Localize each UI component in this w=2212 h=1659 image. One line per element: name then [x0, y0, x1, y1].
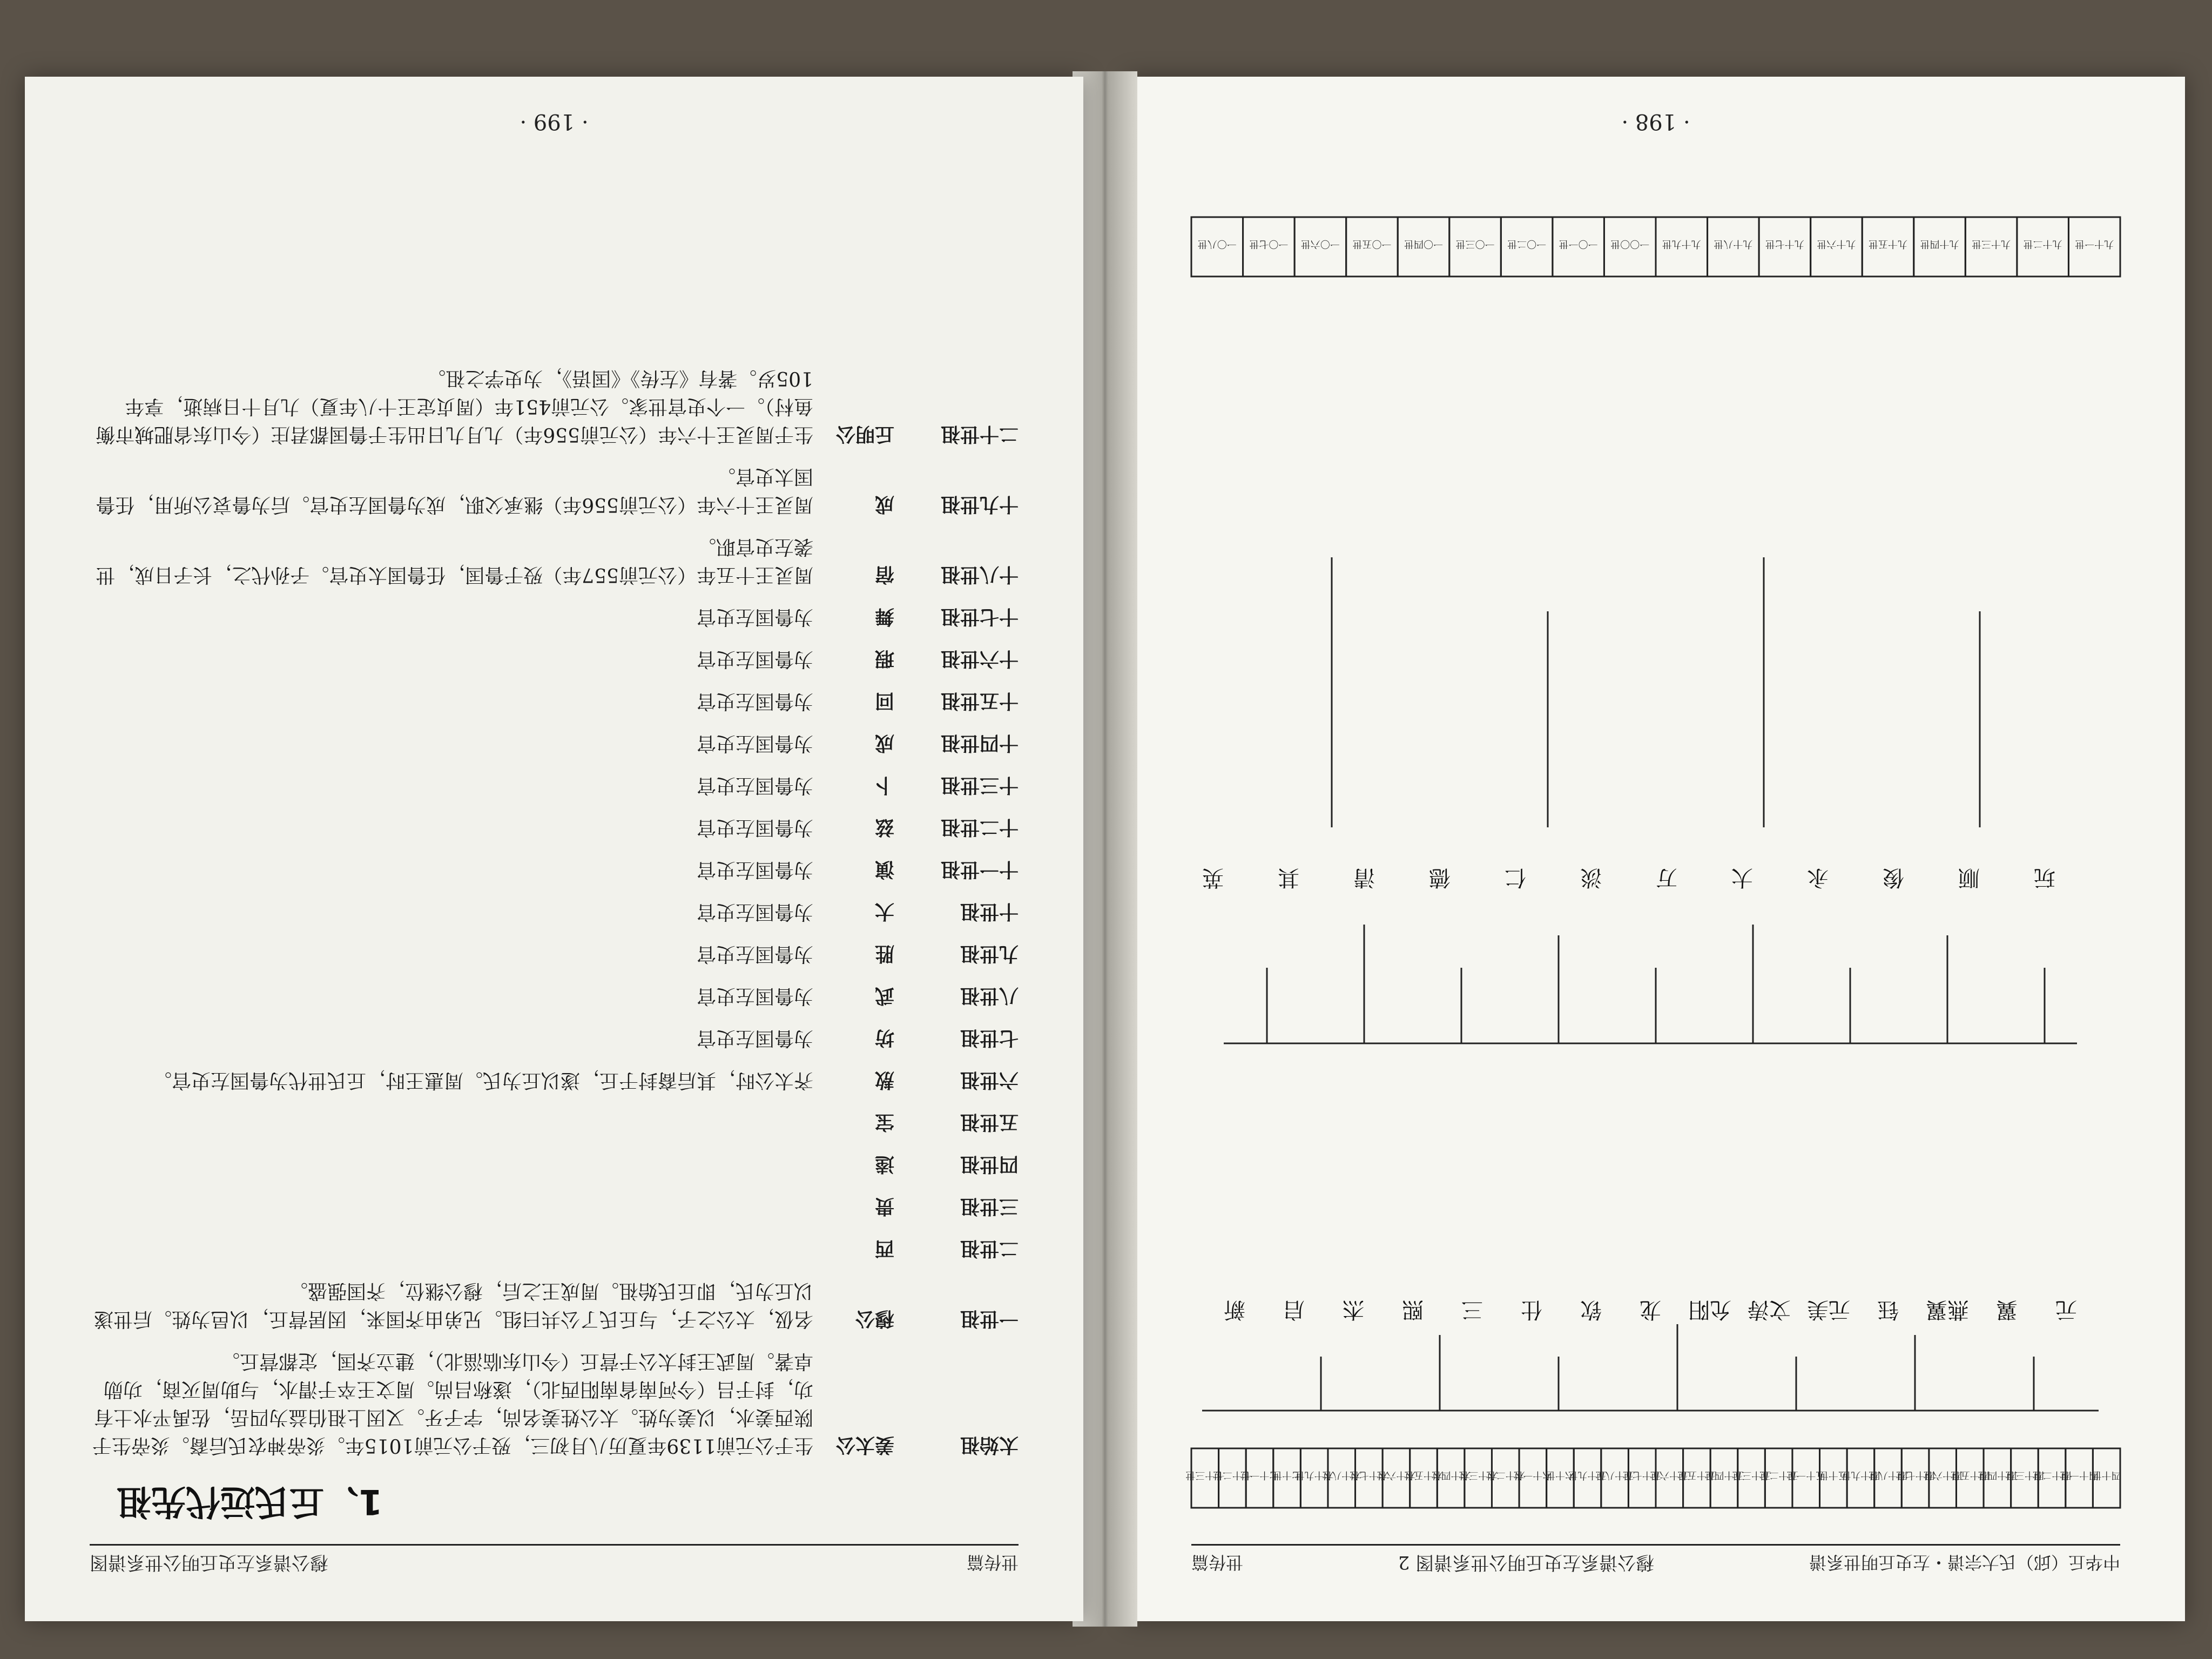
person-name: 钦: [1580, 1297, 1602, 1322]
generation-cell-label: 九十五世: [1869, 238, 1907, 249]
ancestor-entry: [90, 898, 1019, 926]
generation-cell-label: 一〇八世: [1197, 238, 1237, 249]
ancestor-entry: [90, 1192, 1019, 1220]
ancestor-entry: [90, 1347, 1019, 1459]
genealogy-chart: [1170, 179, 2142, 1529]
generation-cell-label: 九十四世: [1920, 238, 1959, 249]
ancestor-entry: [90, 982, 1019, 1010]
person-name: 启: [1283, 1297, 1305, 1322]
ancestor-description: [90, 1235, 813, 1263]
generation-cell-label: 六十七世: [1349, 1469, 1388, 1481]
ancestor-entry: [90, 1024, 1019, 1052]
generation-cell-label: 五十二世: [1759, 1469, 1798, 1481]
generation-label: 四世祖: [960, 1153, 1019, 1176]
person-name: 大: [1731, 865, 1753, 890]
running-head-199: [90, 1544, 1019, 1589]
person-name: 翼: [1996, 1297, 2018, 1322]
person-name: 清: [1353, 865, 1375, 890]
generation-cell-label: 一〇七世: [1249, 238, 1289, 249]
ancestor-name: 瑕: [874, 648, 894, 670]
ancestor-description: 周灵王十六年（公元前556年）继承父职，成为鲁国左史官。后为鲁哀公所用，任鲁国太史官。: [96, 466, 813, 516]
person-name: 其: [1278, 865, 1299, 890]
running-head-198: [1191, 1544, 2120, 1589]
page-number-199: · 199 ·: [520, 109, 589, 134]
ancestor-name: 丘明公: [835, 423, 894, 446]
generation-cell-label: 五十四世: [1704, 1469, 1744, 1481]
page-199: [25, 77, 1083, 1621]
person-name: 仕: [1521, 1297, 1542, 1322]
ancestor-name: 舞: [874, 605, 894, 628]
generation-cell-label: 一〇三世: [1455, 238, 1495, 249]
generation-label: 太始祖: [960, 1434, 1019, 1456]
ancestor-description: 生于公元前1139年夏历八月初三，殁于公元前1015年。炎帝神农氏后裔。炎帝生于陕西姜水，以姜为姓。太公姓姜名尚，字子牙。又因上祖伯益为四岳，佐禹平水土有功，封于吕（今河南省南阳西北），遂称吕尚。周文王卒于渭水，与助周灭商，功勋卓著。周武王封太公于营丘（今山东临淄北），建立齐国，定都营丘。: [92, 1350, 813, 1456]
generation-cell-label: 七十世: [1272, 1469, 1302, 1481]
page-198: [1127, 77, 2185, 1621]
person-name: 杰: [1343, 1297, 1364, 1322]
ancestor-description: 为鲁国左史官: [696, 901, 813, 923]
ancestor-name: 成: [874, 732, 894, 754]
generation-cell-label: 四十世: [2092, 1469, 2121, 1481]
ancestor-description: 为鲁国左史官: [696, 648, 813, 670]
generation-cell-label: 六十世: [1545, 1469, 1575, 1481]
ancestor-entry: [90, 855, 1019, 884]
ancestor-name: 姜太公: [835, 1434, 894, 1456]
generation-label: 五世祖: [960, 1111, 1019, 1134]
section-heading: 1、丘氏远代先祖: [117, 1481, 383, 1521]
ancestor-name: 大: [874, 900, 894, 923]
ancestor-name: 逵: [874, 1153, 894, 1176]
ancestor-description: [90, 1192, 813, 1220]
generation-cell-label: 四十三世: [2005, 1469, 2044, 1481]
generation-label: 七世祖: [960, 1027, 1019, 1049]
person-name: 英: [1202, 865, 1224, 890]
generation-label: 十五世祖: [940, 690, 1019, 712]
ancestor-name: 宝: [874, 1111, 894, 1134]
generation-label: 三世祖: [960, 1195, 1019, 1218]
running-head-title: 穆公谱系左史丘明公世系谱图: [90, 1552, 328, 1573]
generation-label: 六世祖: [960, 1069, 1019, 1091]
generation-cell-label: 六十二世: [1486, 1469, 1525, 1481]
generation-cell-label: 四十一世: [2060, 1469, 2099, 1481]
ancestor-description: 为鲁国左史官: [696, 774, 813, 797]
generation-cell-label: 六十五世: [1404, 1469, 1443, 1481]
tree-lines: [1202, 557, 2099, 1411]
generation-cell-label: 九十三世: [1972, 238, 2011, 249]
generation-label: 二十世祖: [940, 423, 1019, 446]
ancestor-name: 穆公: [855, 1307, 894, 1330]
generation-cell-label: 六十六世: [1377, 1469, 1416, 1481]
generation-cell-label: 四十二世: [2032, 1469, 2072, 1481]
person-name: 玩: [2034, 865, 2055, 890]
running-head-extra: 穆公谱系左史丘明公世系谱图 2: [1398, 1552, 1655, 1573]
generation-cell-label: 九十二世: [2023, 238, 2062, 249]
generation-cell-label: 四十五世: [1950, 1469, 1990, 1481]
ancestor-name: 坊: [874, 1027, 894, 1049]
ancestor-description: [90, 1108, 813, 1136]
generation-cell-label: 六十四世: [1431, 1469, 1471, 1481]
ancestor-description: 为鲁国左史官: [696, 859, 813, 881]
ancestor-name: 演: [874, 858, 894, 881]
generation-cell-label: 一〇六世: [1300, 238, 1340, 249]
ancestor-entry: [90, 1150, 1019, 1178]
generation-cell-label: 一〇一世: [1559, 238, 1598, 249]
ancestor-description: 周灵王十五年（公元前557年）殁于鲁国，任鲁国太史官。子孙代之，长子日成，世袭左史官职。: [96, 536, 813, 586]
ancestor-entry: [90, 603, 1019, 631]
generation-cell-label: 九十九世: [1662, 238, 1701, 249]
running-head-section: 世传篇: [1191, 1552, 1244, 1573]
ancestor-name: 敖: [874, 1069, 894, 1091]
ancestor-entry: [90, 462, 1019, 518]
generation-strip-top: [1185, 1448, 2121, 1508]
generation-cell-label: 四十四世: [1978, 1469, 2017, 1481]
ancestor-entry: [90, 1108, 1019, 1136]
ancestor-name: 成: [874, 493, 894, 516]
generation-cell-label: 六十三世: [1459, 1469, 1498, 1481]
person-name: 允阳: [1688, 1297, 1731, 1322]
ancestor-entry: [90, 532, 1019, 589]
generation-label: 八世祖: [960, 984, 1019, 1007]
ancestor-description: [90, 1150, 813, 1178]
generation-cell-label: 五十五世: [1677, 1469, 1716, 1481]
ancestor-description: 为鲁国左史官: [696, 943, 813, 965]
person-name: 淡: [1580, 865, 1602, 890]
generation-cell-label: 四十六世: [1923, 1469, 1963, 1481]
generation-cell-label: 五十七世: [1622, 1469, 1662, 1481]
generation-label: 一世祖: [960, 1307, 1019, 1330]
generation-label: 十一世祖: [940, 858, 1019, 881]
generation-cell-label: 四十八世: [1869, 1469, 1907, 1481]
person-name: 俊: [1883, 865, 1904, 890]
person-name: 万: [1656, 865, 1677, 890]
ancestor-entry: [90, 687, 1019, 715]
ancestor-entry: [90, 1235, 1019, 1263]
ancestor-name: 武: [874, 984, 894, 1007]
generation-label: 十二世祖: [940, 816, 1019, 839]
ancestor-description: 齐太公时，其后裔封于丘，遂以丘为氏。周惠王时，丘氏世代为鲁国左史官。: [152, 1069, 813, 1091]
ancestor-name: 胜: [874, 942, 894, 965]
generation-cell-label: 九十七世: [1765, 238, 1804, 249]
running-head-section: 世传篇: [966, 1552, 1019, 1573]
ancestor-name: 兹: [874, 816, 894, 839]
ancestor-description: 为鲁国左史官: [696, 690, 813, 712]
generation-cell-label: 九十八世: [1714, 238, 1753, 249]
ancestor-name: 卜: [874, 774, 894, 797]
ancestor-entry: [90, 813, 1019, 841]
generation-cell-label: 六十一世: [1513, 1469, 1553, 1481]
ancestor-entry: [90, 1277, 1019, 1333]
generation-label: 十九世祖: [940, 493, 1019, 516]
person-name: 顺: [1958, 865, 1980, 890]
person-name: 熙: [1402, 1297, 1424, 1322]
generation-label: 十八世祖: [940, 563, 1019, 586]
ancestor-description: 为鲁国左史官: [696, 985, 813, 1007]
generation-label: 九世祖: [960, 942, 1019, 965]
ancestor-name: 贵: [874, 1195, 894, 1218]
ancestor-entries: [90, 350, 1019, 1459]
ancestor-name: 西: [874, 1237, 894, 1260]
generation-cell-label: 七十一世: [1240, 1469, 1279, 1481]
generation-cell-label: 一〇二世: [1507, 238, 1547, 249]
running-head-title: 中华丘（邱）氏大宗谱・左史丘明世系谱: [1809, 1552, 2120, 1573]
generation-cell-label: 五十六世: [1650, 1469, 1689, 1481]
generation-label: 十六世祖: [940, 648, 1019, 670]
ancestor-entry: [90, 940, 1019, 968]
generation-cell-label: 五十一世: [1786, 1469, 1826, 1481]
generation-cell-label: 七十二世: [1212, 1469, 1252, 1481]
person-name: 钰: [1877, 1297, 1899, 1322]
ancestor-name: 宿: [874, 563, 894, 586]
generation-cell-label: 五十九世: [1568, 1469, 1607, 1481]
generation-label: 十四世祖: [940, 732, 1019, 754]
generation-cell-label: 一〇〇世: [1610, 238, 1650, 249]
ancestor-entry: [90, 645, 1019, 673]
generation-cell-label: 五十八世: [1595, 1469, 1635, 1481]
person-name: 文涛: [1748, 1297, 1791, 1322]
person-name: 新: [1224, 1297, 1245, 1322]
generation-cell-label: 六十八世: [1322, 1469, 1361, 1481]
person-name: 德: [1429, 865, 1451, 890]
generation-strip-bottom: [1191, 217, 2120, 276]
ancestor-description: 为鲁国左史官: [696, 732, 813, 754]
ancestor-entry: [90, 364, 1019, 448]
ancestor-name: 回: [874, 690, 894, 712]
person-name: 元美: [1807, 1297, 1850, 1322]
ancestor-description: 为鲁国左史官: [696, 817, 813, 839]
person-name: 永: [1807, 865, 1829, 890]
ancestor-entry: [90, 771, 1019, 799]
ancestor-description: 生于周灵王十六年（公元前556年）九月九日出生于鲁国都君庄（今山东省肥城市衡鱼村）。一个史官世家。公元前451年（周贞定王十八年夏）九月十日病逝，享年105岁。著有《左传》《国语》，为史学之祖。: [96, 367, 813, 446]
generation-cell-label: 九十一世: [2075, 238, 2114, 249]
person-name: 仁: [1505, 865, 1526, 890]
person-name: 三: [1461, 1297, 1483, 1322]
generation-cell-label: 九十六世: [1817, 238, 1856, 249]
generation-label: 二世祖: [960, 1237, 1019, 1260]
person-name: 龙: [1640, 1297, 1661, 1322]
generation-cell-label: 五十世: [1818, 1469, 1848, 1481]
ancestor-entry: [90, 1066, 1019, 1094]
generation-cell-label: 一〇四世: [1404, 238, 1443, 249]
ancestor-description: 为鲁国左史官: [696, 606, 813, 628]
ancestor-description: 名伋，太公之子，与丘氏了公共曰组。兄弟由齐国来，因居营丘，以邑为姓。后世遂以丘为氏，即丘氏始祖。周成王之后，穆公继位，齐国强盛。: [93, 1280, 813, 1330]
ancestor-description: 为鲁国左史官: [696, 1027, 813, 1049]
generation-cell-label: 一〇五世: [1352, 238, 1392, 249]
generation-cell-label: 五十三世: [1732, 1469, 1771, 1481]
generation-label: 十世祖: [960, 900, 1019, 923]
names-top-row: [1224, 1297, 2077, 1322]
page-number-198: · 198 ·: [1621, 109, 1690, 134]
names-bottom-row: [1202, 865, 2055, 890]
person-name: 燕翼: [1926, 1297, 1969, 1322]
person-name: 元: [2055, 1297, 2077, 1322]
ancestor-entry: [90, 729, 1019, 757]
generation-cell-label: 六十九世: [1294, 1469, 1334, 1481]
generation-cell-label: 四十九世: [1841, 1469, 1880, 1481]
generation-cell-label: 七十三世: [1185, 1469, 1225, 1481]
generation-label: 十七世祖: [940, 605, 1019, 628]
generation-label: 十三世祖: [940, 774, 1019, 797]
generation-cell-label: 四十七世: [1896, 1469, 1935, 1481]
